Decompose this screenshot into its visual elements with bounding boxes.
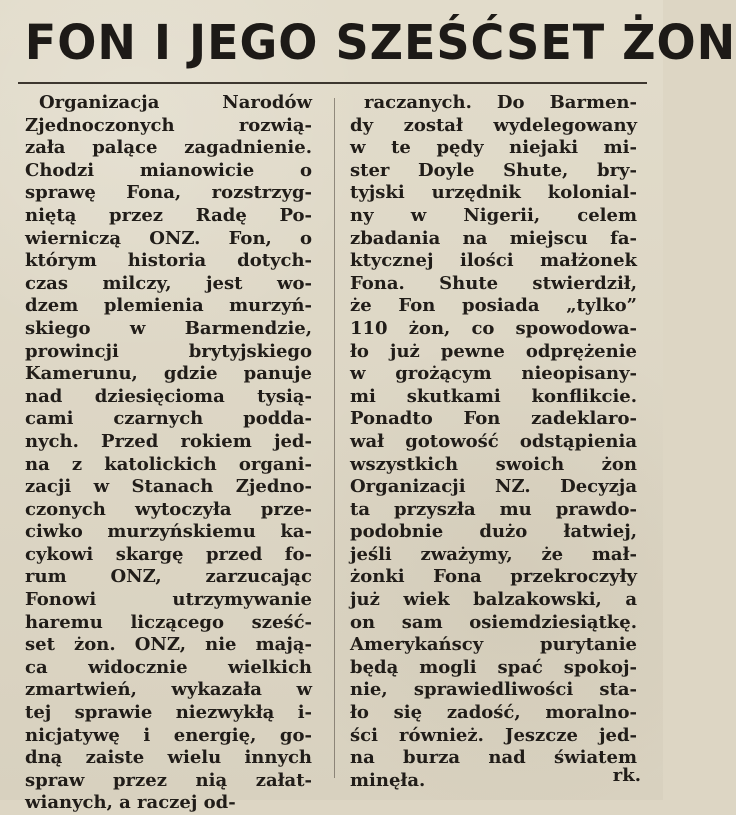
article-line: zała palące zagadnienie. [25, 137, 312, 159]
article-line: tyjski urzędnik kolonial- [350, 182, 637, 204]
article-line: wał gotowość odstąpienia [350, 430, 637, 452]
article-line: ści również. Jeszcze jed- [350, 724, 637, 746]
article-line: raczanych. Do Barmen- [364, 92, 637, 113]
article-line: w te pędy niejaki mi- [350, 137, 637, 159]
article-line: nad dziesięcioma tysią- [25, 385, 312, 407]
article-line: nych. Przed rokiem jed- [25, 430, 312, 452]
article-line: zmartwień, wykazała w [25, 679, 312, 701]
article-line: dy został wydelegowany [350, 114, 637, 136]
article-line: set żon. ONZ, nie mają- [25, 634, 312, 656]
article-line: zbadania na miejscu fa- [350, 227, 637, 249]
article-line: cykowi skargę przed fo- [25, 543, 312, 565]
article-line: Zjednoczonych rozwią- [25, 114, 312, 136]
article-line: niętą przez Radę Po- [25, 204, 312, 226]
article-line: on sam osiemdziesiątkę. [350, 611, 637, 633]
article-headline: FON I JEGO SZEŚĆSET ŻON [24, 15, 736, 71]
right-article-column [350, 92, 637, 792]
article-line: sprawę Fona, rozstrzyg- [25, 182, 312, 204]
article-line: Fonowi utrzymywanie [25, 589, 312, 611]
article-line: ło się zadość, moralno- [350, 702, 637, 724]
article-line: minęła. [350, 769, 426, 791]
article-line: ca widocznie wielkich [25, 656, 312, 678]
article-line: Organizacja Narodów [39, 92, 312, 113]
article-line: w grożącym nieopisany- [350, 363, 637, 385]
article-line: czas milczy, jest wo- [25, 272, 312, 294]
article-line: na z katolickich organi- [25, 453, 312, 475]
article-line: 110 żon, co spowodowa- [350, 317, 637, 339]
article-line: nie, sprawiedliwości sta- [350, 679, 637, 701]
article-line: zacji w Stanach Zjedno- [25, 476, 312, 498]
article-line: ny w Nigerii, celem [350, 204, 637, 226]
article-line: spraw przez nią załat- [25, 769, 312, 791]
article-line: Organizacji NZ. Decyzja [350, 476, 637, 498]
article-line: żonki Fona przekroczyły [350, 566, 637, 588]
article-line: Amerykańscy purytanie [350, 634, 637, 656]
left-article-column [25, 92, 312, 814]
article-line: jeśli zważymy, że mał- [350, 543, 637, 565]
article-line: wianych, a raczej od- [25, 792, 236, 814]
article-line: rum ONZ, zarzucając [25, 566, 312, 588]
article-line: ta przyszła mu prawdo- [350, 498, 637, 520]
article-line: Chodzi mianowicie o [25, 159, 312, 181]
article-line: ster Doyle Shute, bry- [350, 159, 637, 181]
article-line: nicjatywę i energię, go- [25, 724, 312, 746]
article-line: tej sprawie niezwykłą i- [25, 702, 312, 724]
article-line: haremu liczącego sześć- [25, 611, 312, 633]
article-line: Kamerunu, gdzie panuje [25, 363, 312, 385]
article-line: podobnie dużo łatwiej, [350, 521, 637, 543]
article-line: dną zaiste wielu innych [25, 747, 312, 769]
article-line: ło już pewne odprężenie [350, 340, 637, 362]
article-line: mi skutkami konflikcie. [350, 385, 637, 407]
article-line: Ponadto Fon zadeklaro- [350, 408, 637, 430]
article-line: że Fon posiada „tylko” [350, 295, 637, 317]
article-line: wszystkich swoich żon [350, 453, 637, 475]
article-line: czonych wytoczyła prze- [25, 498, 312, 520]
article-line: już wiek balzakowski, a [350, 589, 637, 611]
article-signature: rk. [612, 765, 641, 786]
headline-rule [18, 82, 647, 84]
article-line: dzem plemienia murzyń- [25, 295, 312, 317]
article-line: cami czarnych podda- [25, 408, 312, 430]
article-line: prowincji brytyjskiego [25, 340, 312, 362]
article-line: wierniczą ONZ. Fon, o [25, 227, 312, 249]
article-line: skiego w Barmendzie, [25, 317, 312, 339]
article-line: Fona. Shute stwierdził, [350, 272, 637, 294]
article-line: którym historia dotych- [25, 250, 312, 272]
article-line: na burza nad światem [350, 747, 637, 769]
article-line: ktycznej ilości małżonek [350, 250, 637, 272]
column-divider [334, 98, 335, 778]
article-line: będą mogli spać spokoj- [350, 656, 637, 678]
article-line: ciwko murzyńskiemu ka- [25, 521, 312, 543]
